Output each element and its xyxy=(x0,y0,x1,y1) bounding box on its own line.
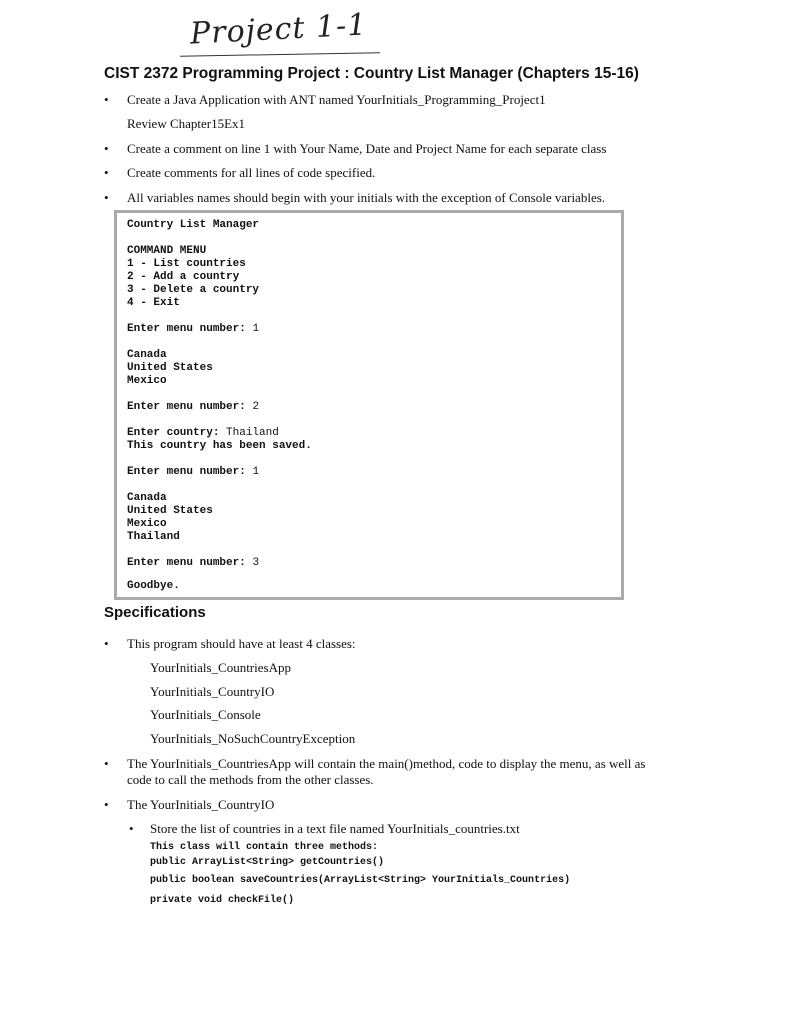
console-prompt-line xyxy=(127,401,259,414)
console-input: 1 xyxy=(252,323,260,335)
console-menu-header: COMMAND MENU xyxy=(127,245,207,257)
console-input: 1 xyxy=(252,466,260,478)
bullet-dot: • xyxy=(104,636,109,651)
console-saved-message: This country has been saved. xyxy=(127,440,312,452)
console-prompt: Enter menu number: xyxy=(127,401,246,413)
io-heading: The YourInitials_CountryIO xyxy=(127,797,275,812)
bullet-dot: • xyxy=(104,92,109,107)
console-country: Thailand xyxy=(127,531,180,543)
console-app-title: Country List Manager xyxy=(127,219,260,231)
console-country: Mexico xyxy=(127,375,167,387)
specifications-heading: Specifications xyxy=(104,604,206,621)
intro-bullet-2: Create a comment on line 1 with Your Name, Date and Project Name for each separate class xyxy=(127,141,607,156)
intro-bullet-1: Create a Java Application with ANT named YourInitials_Programming_Project1 xyxy=(127,92,546,107)
document-title: CIST 2372 Programming Project : Country List Manager (Chapters 15-16) xyxy=(104,65,639,82)
handwritten-note: Project 1-1 xyxy=(189,7,369,52)
handwritten-underline xyxy=(180,52,380,56)
bullet-dot: • xyxy=(104,190,109,205)
console-prompt: Enter menu number: xyxy=(127,466,246,478)
class-name: YourInitials_CountryIO xyxy=(150,684,275,699)
console-country: United States xyxy=(127,362,213,374)
console-menu-item: 2 - Add a country xyxy=(127,271,240,283)
console-goodbye: Goodbye. xyxy=(127,580,180,592)
console-country: Canada xyxy=(127,492,167,504)
console-country: Mexico xyxy=(127,518,167,530)
console-prompt-line xyxy=(127,557,259,570)
sub-bullet-dot: • xyxy=(129,821,134,836)
console-input: 3 xyxy=(252,557,260,569)
console-prompt: Enter menu number: xyxy=(127,557,246,569)
bullet-dot: • xyxy=(104,141,109,156)
app-description-line1: The YourInitials_CountriesApp will contain the main()method, code to display the menu, as well as xyxy=(127,756,646,771)
bullet-dot: • xyxy=(104,165,109,180)
intro-bullet-1-cont: Review Chapter15Ex1 xyxy=(127,116,246,131)
io-methods-intro: This class will contain three methods: xyxy=(150,842,379,853)
class-name: YourInitials_CountriesApp xyxy=(150,660,291,675)
console-country-prompt-line xyxy=(127,427,279,440)
classes-intro: This program should have at least 4 classes: xyxy=(127,636,356,651)
intro-bullet-4: All variables names should begin with your initials with the exception of Console variables. xyxy=(127,190,606,205)
class-name: YourInitials_Console xyxy=(150,707,261,722)
console-prompt: Enter menu number: xyxy=(127,323,246,335)
console-menu-item: 3 - Delete a country xyxy=(127,284,260,296)
intro-bullet-3: Create comments for all lines of code specified. xyxy=(127,165,376,180)
console-input: 2 xyxy=(252,401,260,413)
app-description-line2: code to call the methods from the other classes. xyxy=(127,772,374,787)
io-method: public boolean saveCountries(ArrayList<String> YourInitials_Countries) xyxy=(150,875,571,886)
class-name: YourInitials_NoSuchCountryException xyxy=(150,731,356,746)
console-menu-item: 1 - List countries xyxy=(127,258,246,270)
bullet-dot: • xyxy=(104,797,109,812)
io-sub-bullet: Store the list of countries in a text file named YourInitials_countries.txt xyxy=(150,821,520,836)
io-method: private void checkFile() xyxy=(150,895,295,906)
io-method: public ArrayList<String> getCountries() xyxy=(150,857,385,868)
console-country: Canada xyxy=(127,349,167,361)
bullet-dot: • xyxy=(104,756,109,771)
console-country: United States xyxy=(127,505,213,517)
console-menu-item: 4 - Exit xyxy=(127,297,180,309)
console-country-prompt: Enter country: xyxy=(127,427,220,439)
console-prompt-line xyxy=(127,466,259,479)
console-country-input: Thailand xyxy=(226,427,279,439)
console-prompt-line xyxy=(127,323,259,336)
